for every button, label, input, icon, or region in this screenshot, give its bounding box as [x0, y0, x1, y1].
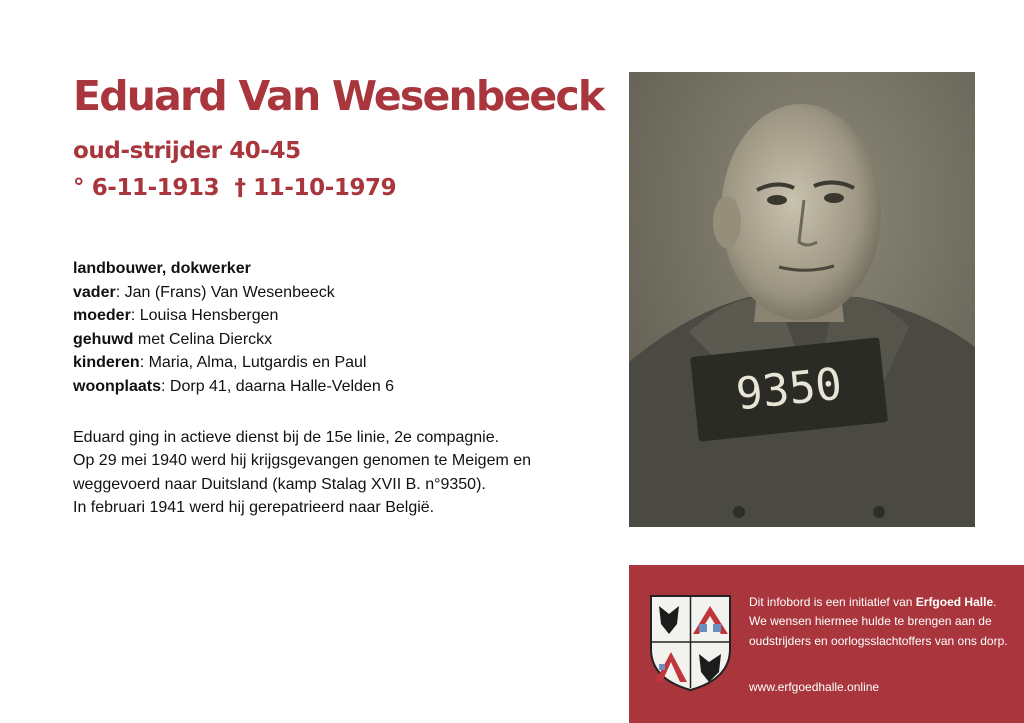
footer-text-after: . We wensen hiermee hulde te brengen aan de oudstrijders en oorlogsslachtoffers van ons dorp. — [749, 595, 1008, 648]
coat-of-arms-icon — [649, 594, 732, 692]
mother-label: moeder — [73, 307, 131, 324]
footer-text-before: Dit infobord is een initiatief van — [749, 595, 916, 609]
married-label: gehuwd — [73, 330, 134, 348]
footer-org-name: Erfgoed Halle — [915, 595, 994, 609]
mother-value: : Louisa Hensbergen — [130, 307, 279, 324]
fact-mother — [73, 304, 394, 328]
married-value: met Celina Dierckx — [133, 330, 273, 348]
father-label: vader — [73, 283, 116, 301]
portrait-photo — [629, 72, 975, 527]
prisoner-number: 9350 — [733, 358, 845, 421]
father-value: : Jan (Frans) Van Wesenbeeck — [115, 283, 335, 301]
life-dates: ° 6-11-1913 † 11-10-1979 — [73, 175, 397, 201]
person-subtitle: oud-strijder 40-45 — [73, 138, 301, 164]
fact-residence — [73, 375, 394, 399]
footer-website: www.erfgoedhalle.online — [749, 680, 880, 694]
fact-occupation — [73, 257, 394, 281]
biography-story — [73, 426, 531, 519]
biography-facts — [73, 257, 394, 398]
children-value: : Maria, Alma, Lutgardis en Paul — [139, 354, 367, 371]
story-line: Op 29 mei 1940 werd hij krijgsgevangen genomen te Meigem en — [73, 452, 532, 470]
fact-father — [73, 281, 394, 305]
fact-children — [73, 351, 394, 375]
portrait-illustration — [629, 72, 975, 527]
occupation-text: landbouwer, dokwerker — [73, 260, 251, 277]
story-line: In februari 1941 werd hij gerepatrieerd naar België. — [73, 498, 435, 516]
info-footer — [629, 565, 1024, 723]
fact-married — [73, 328, 394, 352]
story-line: weggevoerd naar Duitsland (kamp Stalag XVII B. n°9350). — [73, 475, 486, 493]
children-label: kinderen — [73, 354, 140, 371]
person-name: Eduard Van Wesenbeeck — [73, 72, 604, 120]
residence-label: woonplaats — [73, 377, 162, 395]
footer-description — [749, 593, 1009, 651]
residence-value: : Dorp 41, daarna Halle-Velden 6 — [161, 377, 395, 395]
story-line: Eduard ging in actieve dienst bij de 15e linie, 2e compagnie. — [73, 429, 500, 446]
